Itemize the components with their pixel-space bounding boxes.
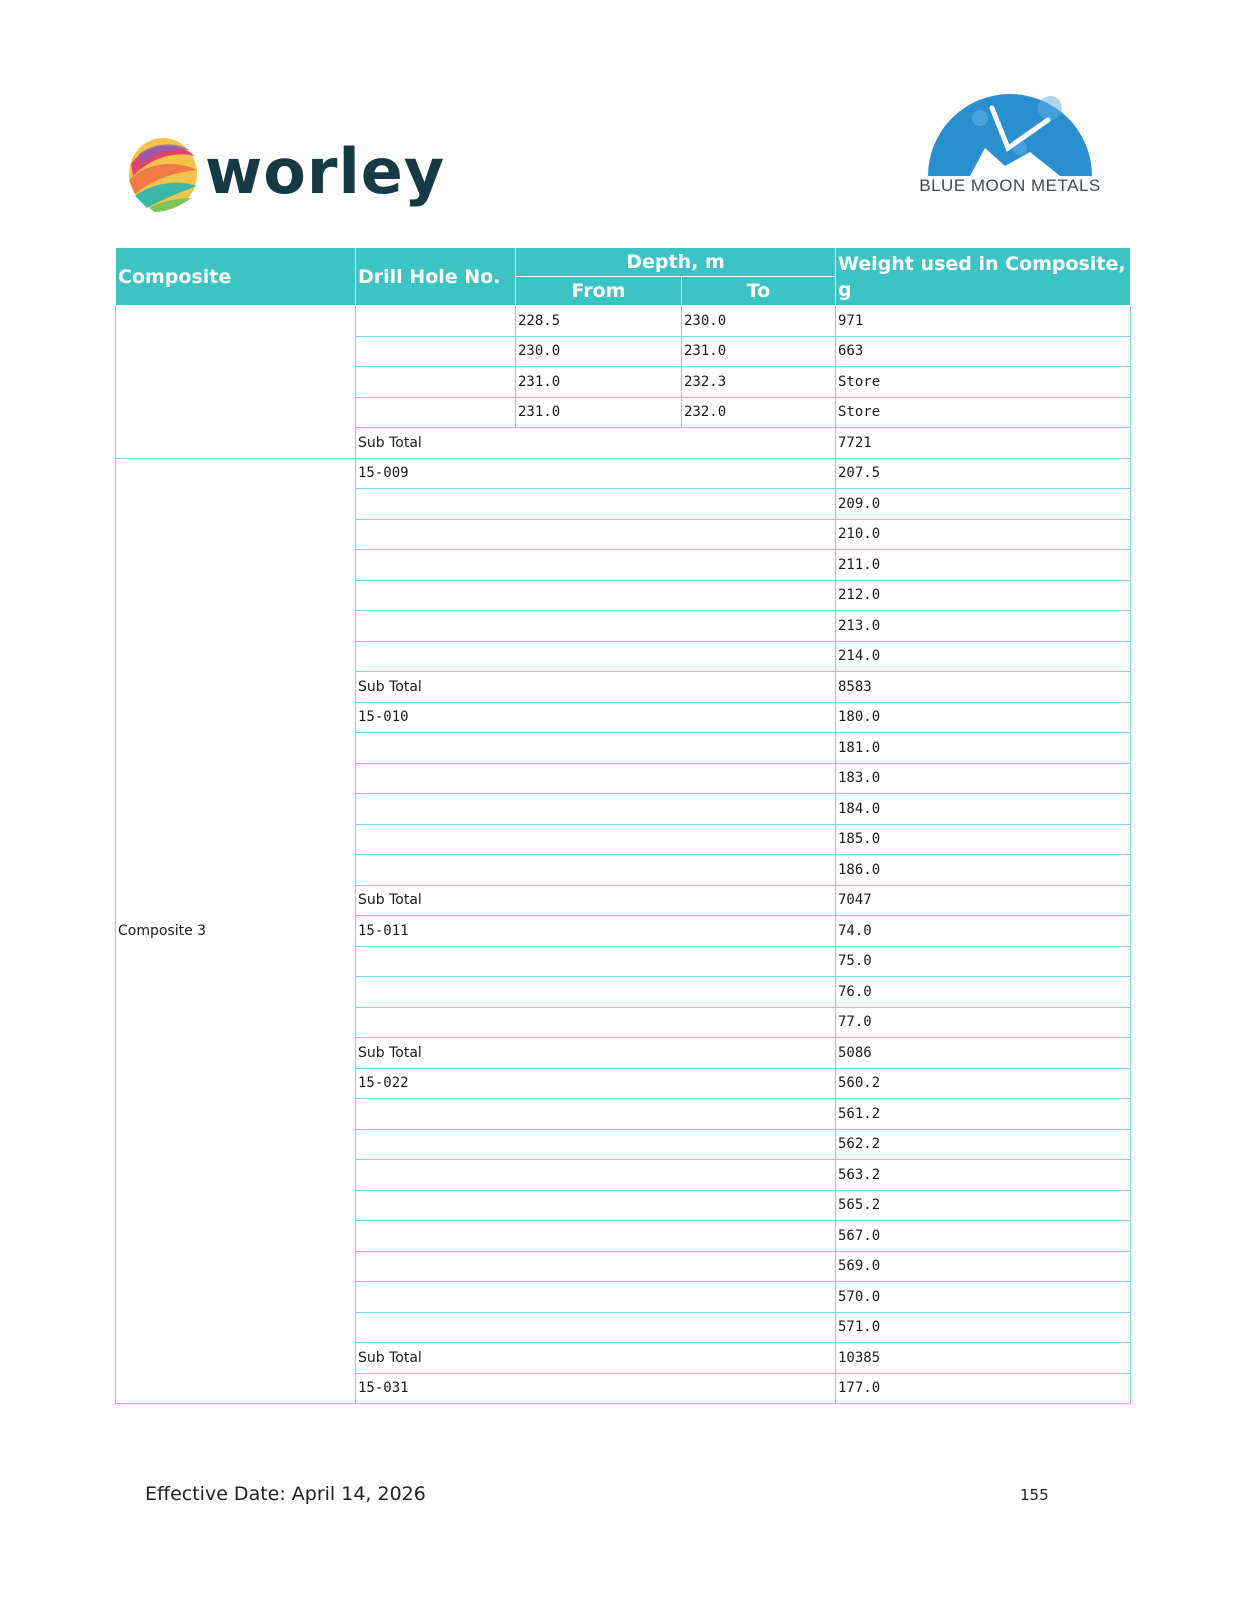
depth-to-cell: 232.3 (682, 367, 836, 398)
drill-hole-cell (356, 1282, 836, 1313)
header-composite: Composite (116, 248, 356, 306)
drill-hole-cell (356, 1221, 836, 1252)
worley-swirl-icon (125, 134, 201, 214)
table-row (116, 458, 1131, 489)
weight-cell: 210.0 (836, 519, 1131, 550)
depth-from-cell: 228.5 (516, 306, 682, 337)
page-number: 155 (1020, 1486, 1049, 1504)
drill-hole-cell (356, 824, 836, 855)
drill-hole-cell (356, 306, 516, 337)
weight-cell: 7047 (836, 885, 1131, 916)
drill-hole-cell (356, 519, 836, 550)
drill-hole-cell (356, 794, 836, 825)
drill-hole-cell (356, 641, 836, 672)
drill-hole-cell (356, 946, 836, 977)
header-weight: Weight used in Composite, g (836, 248, 1131, 306)
worley-wordmark: worley (205, 135, 446, 208)
weight-cell: 563.2 (836, 1160, 1131, 1191)
composite-weights-table (115, 247, 1131, 1404)
drill-hole-cell (356, 489, 836, 520)
weight-cell: 184.0 (836, 794, 1131, 825)
drill-hole-cell: 15-010 (356, 702, 836, 733)
weight-cell: 10385 (836, 1343, 1131, 1374)
depth-to-cell: 231.0 (682, 336, 836, 367)
depth-from-cell: 231.0 (516, 367, 682, 398)
weight-cell: 565.2 (836, 1190, 1131, 1221)
drill-hole-cell: Sub Total (356, 885, 836, 916)
composite-cell (116, 306, 356, 459)
weight-cell: 214.0 (836, 641, 1131, 672)
weight-cell: 180.0 (836, 702, 1131, 733)
weight-cell: 567.0 (836, 1221, 1131, 1252)
weight-cell: 75.0 (836, 946, 1131, 977)
weight-cell: 213.0 (836, 611, 1131, 642)
drill-hole-cell (356, 763, 836, 794)
drill-hole-cell (356, 397, 516, 428)
worley-logo (125, 132, 446, 216)
drill-hole-cell (356, 733, 836, 764)
drill-hole-cell: Sub Total (356, 428, 836, 459)
drill-hole-cell (356, 550, 836, 581)
weight-cell: 561.2 (836, 1099, 1131, 1130)
drill-hole-cell (356, 1160, 836, 1191)
drill-hole-cell (356, 336, 516, 367)
weight-cell: 5086 (836, 1038, 1131, 1069)
weight-cell: 212.0 (836, 580, 1131, 611)
depth-from-cell: 230.0 (516, 336, 682, 367)
drill-hole-cell: 15-011 (356, 916, 836, 947)
effective-date: Effective Date: April 14, 2026 (145, 1483, 426, 1505)
depth-from-cell: 231.0 (516, 397, 682, 428)
drill-hole-cell (356, 977, 836, 1008)
weight-cell: 207.5 (836, 458, 1131, 489)
drill-hole-cell (356, 1312, 836, 1343)
composite-3-cell: Composite 3 (116, 458, 356, 1404)
weight-cell: 186.0 (836, 855, 1131, 886)
weight-cell: 8583 (836, 672, 1131, 703)
weight-cell: 562.2 (836, 1129, 1131, 1160)
weight-cell: Store (836, 367, 1131, 398)
weight-cell: 185.0 (836, 824, 1131, 855)
drill-hole-cell: Sub Total (356, 1038, 836, 1069)
weight-cell: 209.0 (836, 489, 1131, 520)
header-to: To (682, 277, 836, 306)
drill-hole-cell (356, 611, 836, 642)
weight-cell: 570.0 (836, 1282, 1131, 1313)
drill-hole-cell (356, 1007, 836, 1038)
weight-cell: 177.0 (836, 1373, 1131, 1404)
blue-moon-metals-wordmark: BLUE MOON METALS (919, 176, 1101, 195)
weight-cell: 77.0 (836, 1007, 1131, 1038)
header-from: From (516, 277, 682, 306)
drill-hole-cell: 15-031 (356, 1373, 836, 1404)
drill-hole-cell (356, 1190, 836, 1221)
weight-cell: 971 (836, 306, 1131, 337)
weight-cell: 571.0 (836, 1312, 1131, 1343)
weight-cell: 74.0 (836, 916, 1131, 947)
header-depth: Depth, m (516, 248, 836, 277)
weight-cell: 560.2 (836, 1068, 1131, 1099)
drill-hole-cell (356, 1251, 836, 1282)
weight-cell: Store (836, 397, 1131, 428)
weight-cell: 211.0 (836, 550, 1131, 581)
drill-hole-cell: 15-022 (356, 1068, 836, 1099)
drill-hole-cell (356, 855, 836, 886)
weight-cell: 183.0 (836, 763, 1131, 794)
drill-hole-cell (356, 1099, 836, 1130)
depth-to-cell: 230.0 (682, 306, 836, 337)
drill-hole-cell (356, 367, 516, 398)
depth-to-cell: 232.0 (682, 397, 836, 428)
weight-cell: 7721 (836, 428, 1131, 459)
weight-cell: 76.0 (836, 977, 1131, 1008)
table-row (116, 306, 1131, 337)
weight-cell: 569.0 (836, 1251, 1131, 1282)
moon-emblem-icon (910, 78, 1110, 178)
drill-hole-cell: Sub Total (356, 1343, 836, 1374)
blue-moon-metals-logo (910, 78, 1110, 203)
weight-cell: 663 (836, 336, 1131, 367)
drill-hole-cell: 15-009 (356, 458, 836, 489)
drill-hole-cell: Sub Total (356, 672, 836, 703)
drill-hole-cell (356, 1129, 836, 1160)
drill-hole-cell (356, 580, 836, 611)
header-drill-hole: Drill Hole No. (356, 248, 516, 306)
weight-cell: 181.0 (836, 733, 1131, 764)
